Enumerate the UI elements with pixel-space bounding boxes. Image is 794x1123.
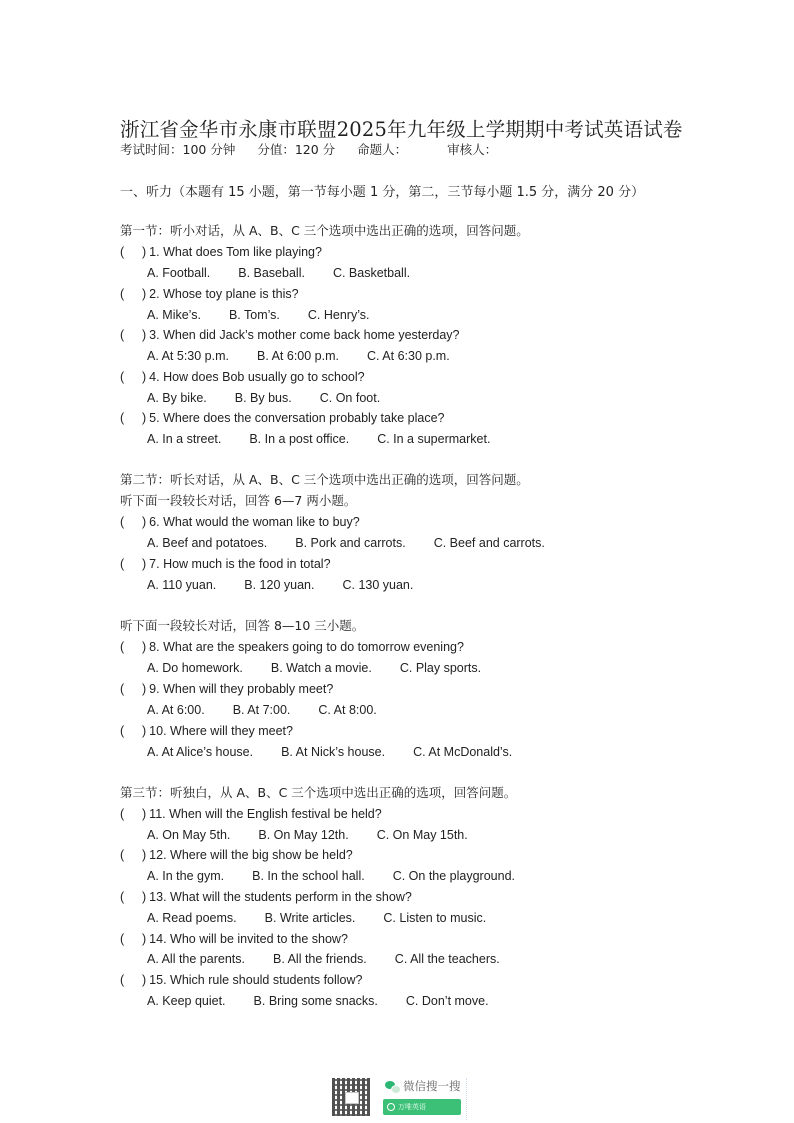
question-text: 15. Which rule should students follow? — [149, 973, 363, 987]
answer-blank-open: ( — [120, 557, 125, 571]
question-3 — [120, 326, 460, 344]
option-a: A. Beef and potatoes. — [147, 536, 268, 550]
options-1 — [147, 264, 410, 282]
answer-blank-open: ( — [120, 682, 125, 696]
question-2 — [120, 285, 299, 303]
question-14 — [120, 930, 348, 948]
answer-blank-close: ) — [142, 245, 147, 259]
answer-blank-close: ) — [142, 890, 147, 904]
option-a: A. Keep quiet. — [147, 994, 226, 1008]
option-b: B. All the friends. — [272, 952, 367, 966]
question-13 — [120, 888, 412, 906]
option-a: A. All the parents. — [147, 952, 245, 966]
question-text: 6. What would the woman like to buy? — [149, 515, 360, 529]
answer-blank-close: ) — [142, 328, 147, 342]
option-a: A. Mike’s. — [147, 308, 201, 322]
section-heading: 第一节：听小对话，从 A、B、C 三个选项中选出正确的选项，回答问题。 — [120, 223, 529, 238]
answer-blank-close: ) — [142, 807, 147, 821]
exam-reviewer: 审核人： — [447, 142, 498, 157]
exam-meta — [120, 140, 515, 158]
exam-time: 考试时间：100 分钟 — [120, 142, 236, 157]
answer-blank-close: ) — [142, 848, 147, 862]
option-b: B. Pork and carrots. — [295, 536, 406, 550]
footer-divider — [466, 1078, 467, 1120]
option-a: A. Read poems. — [147, 911, 237, 925]
search-icon — [387, 1103, 395, 1111]
section-heading: 第二节：听长对话，从 A、B、C 三个选项中选出正确的选项，回答问题。 — [120, 472, 529, 487]
answer-blank-close: ) — [142, 557, 147, 571]
option-a: A. By bike. — [147, 391, 207, 405]
option-a: A. At 5:30 p.m. — [147, 349, 229, 363]
option-a: A. Football. — [147, 266, 211, 280]
page-title: 浙江省金华市永康市联盟2025年九年级上学期期中考试英语试卷 — [120, 118, 683, 141]
option-a: A. In the gym. — [147, 869, 225, 883]
question-1 — [120, 243, 322, 261]
exam-score: 分值：120 分 — [257, 142, 336, 157]
answer-blank-open: ( — [120, 245, 125, 259]
question-11 — [120, 805, 382, 823]
options-5 — [147, 430, 490, 448]
option-b: B. Watch a movie. — [270, 661, 372, 675]
option-a: A. In a street. — [147, 432, 222, 446]
answer-blank-close: ) — [142, 287, 147, 301]
option-c: C. On May 15th. — [376, 828, 468, 842]
answer-blank-close: ) — [142, 411, 147, 425]
option-c: C. In a supermarket. — [377, 432, 491, 446]
answer-blank-close: ) — [142, 724, 147, 738]
option-b: B. In the school hall. — [252, 869, 365, 883]
answer-blank-close: ) — [142, 932, 147, 946]
question-text: 2. Whose toy plane is this? — [149, 287, 299, 301]
part-heading: 一、听力（本题有 15 小题，第一节每小题 1 分，第二，三节每小题 1.5 分，满分 20 分） — [120, 185, 645, 200]
option-b: B. Bring some snacks. — [253, 994, 378, 1008]
question-text: 8. What are the speakers going to do tomorrow evening? — [149, 640, 464, 654]
answer-blank-open: ( — [120, 411, 125, 425]
wechat-search-bar[interactable] — [383, 1099, 461, 1115]
options-12 — [147, 867, 515, 885]
answer-blank-open: ( — [120, 370, 125, 384]
question-text: 3. When did Jack’s mother come back home yesterday? — [149, 328, 460, 342]
qr-code-icon[interactable] — [332, 1078, 370, 1116]
option-b: B. Write articles. — [264, 911, 356, 925]
option-c: C. 130 yuan. — [342, 578, 414, 592]
option-c: C. On the playground. — [392, 869, 515, 883]
wechat-search-label — [385, 1078, 461, 1094]
options-7 — [147, 576, 413, 594]
question-text: 1. What does Tom like playing? — [149, 245, 322, 259]
options-11 — [147, 826, 468, 844]
option-c: C. At McDonald’s. — [413, 745, 513, 759]
question-text: 10. Where will they meet? — [149, 724, 293, 738]
answer-blank-open: ( — [120, 724, 125, 738]
answer-blank-open: ( — [120, 890, 125, 904]
option-b: B. Tom’s. — [228, 308, 280, 322]
question-text: 12. Where will the big show be held? — [149, 848, 353, 862]
answer-blank-close: ) — [142, 370, 147, 384]
option-b: B. At 6:00 p.m. — [257, 349, 339, 363]
option-c: C. At 6:30 p.m. — [367, 349, 450, 363]
question-9 — [120, 680, 333, 698]
question-text: 7. How much is the food in total? — [149, 557, 331, 571]
options-3 — [147, 347, 450, 365]
option-c: C. Beef and carrots. — [433, 536, 545, 550]
option-c: C. Play sports. — [399, 661, 482, 675]
option-c: C. All the teachers. — [394, 952, 500, 966]
question-text: 4. How does Bob usually go to school? — [149, 370, 365, 384]
options-8 — [147, 659, 481, 677]
option-a: A. At 6:00. — [147, 703, 205, 717]
options-10 — [147, 743, 512, 761]
options-2 — [147, 306, 370, 324]
sub-instruction: 听下面一段较长对话，回答 8—10 三小题。 — [120, 618, 365, 633]
answer-blank-close: ) — [142, 973, 147, 987]
answer-blank-open: ( — [120, 287, 125, 301]
question-15 — [120, 971, 362, 989]
option-b: B. At 7:00. — [232, 703, 291, 717]
options-13 — [147, 909, 486, 927]
option-c: C. Listen to music. — [383, 911, 487, 925]
question-text: 13. What will the students perform in the show? — [149, 890, 412, 904]
question-6 — [120, 513, 360, 531]
answer-blank-close: ) — [142, 515, 147, 529]
exam-setter: 命题人： — [357, 142, 408, 157]
option-c: C. Don’t move. — [405, 994, 489, 1008]
question-12 — [120, 846, 353, 864]
option-c: C. Henry’s. — [307, 308, 370, 322]
options-14 — [147, 950, 500, 968]
option-c: C. On foot. — [319, 391, 381, 405]
options-4 — [147, 389, 380, 407]
options-9 — [147, 701, 377, 719]
option-b: B. On May 12th. — [258, 828, 349, 842]
question-7 — [120, 555, 331, 573]
option-a: A. Do homework. — [147, 661, 243, 675]
answer-blank-open: ( — [120, 328, 125, 342]
sub-instruction: 听下面一段较长对话，回答 6—7 两小题。 — [120, 493, 357, 508]
option-b: B. 120 yuan. — [244, 578, 315, 592]
wechat-label-text: 微信搜一搜 — [403, 1079, 461, 1093]
option-c: C. At 8:00. — [318, 703, 377, 717]
question-5 — [120, 409, 445, 427]
answer-blank-open: ( — [120, 932, 125, 946]
option-b: B. Baseball. — [238, 266, 305, 280]
question-text: 5. Where does the conversation probably take place? — [149, 411, 445, 425]
option-b: B. By bus. — [234, 391, 292, 405]
option-b: B. In a post office. — [249, 432, 350, 446]
option-b: B. At Nick’s house. — [281, 745, 386, 759]
answer-blank-open: ( — [120, 848, 125, 862]
answer-blank-open: ( — [120, 515, 125, 529]
option-a: A. 110 yuan. — [147, 578, 217, 592]
question-text: 14. Who will be invited to the show? — [149, 932, 348, 946]
answer-blank-close: ) — [142, 640, 147, 654]
wechat-logo-icon — [385, 1081, 399, 1092]
option-a: A. At Alice’s house. — [147, 745, 254, 759]
answer-blank-open: ( — [120, 807, 125, 821]
question-text: 9. When will they probably meet? — [149, 682, 334, 696]
section-heading: 第三节：听独白，从 A、B、C 三个选项中选出正确的选项，回答问题。 — [120, 785, 517, 800]
options-15 — [147, 992, 489, 1010]
question-8 — [120, 638, 464, 656]
answer-blank-open: ( — [120, 973, 125, 987]
answer-blank-open: ( — [120, 640, 125, 654]
option-a: A. On May 5th. — [147, 828, 231, 842]
answer-blank-close: ) — [142, 682, 147, 696]
option-c: C. Basketball. — [332, 266, 411, 280]
question-10 — [120, 722, 293, 740]
options-6 — [147, 534, 545, 552]
question-4 — [120, 368, 365, 386]
search-text: 万唯英语 — [398, 1103, 426, 1111]
question-text: 11. When will the English festival be held? — [149, 807, 382, 821]
